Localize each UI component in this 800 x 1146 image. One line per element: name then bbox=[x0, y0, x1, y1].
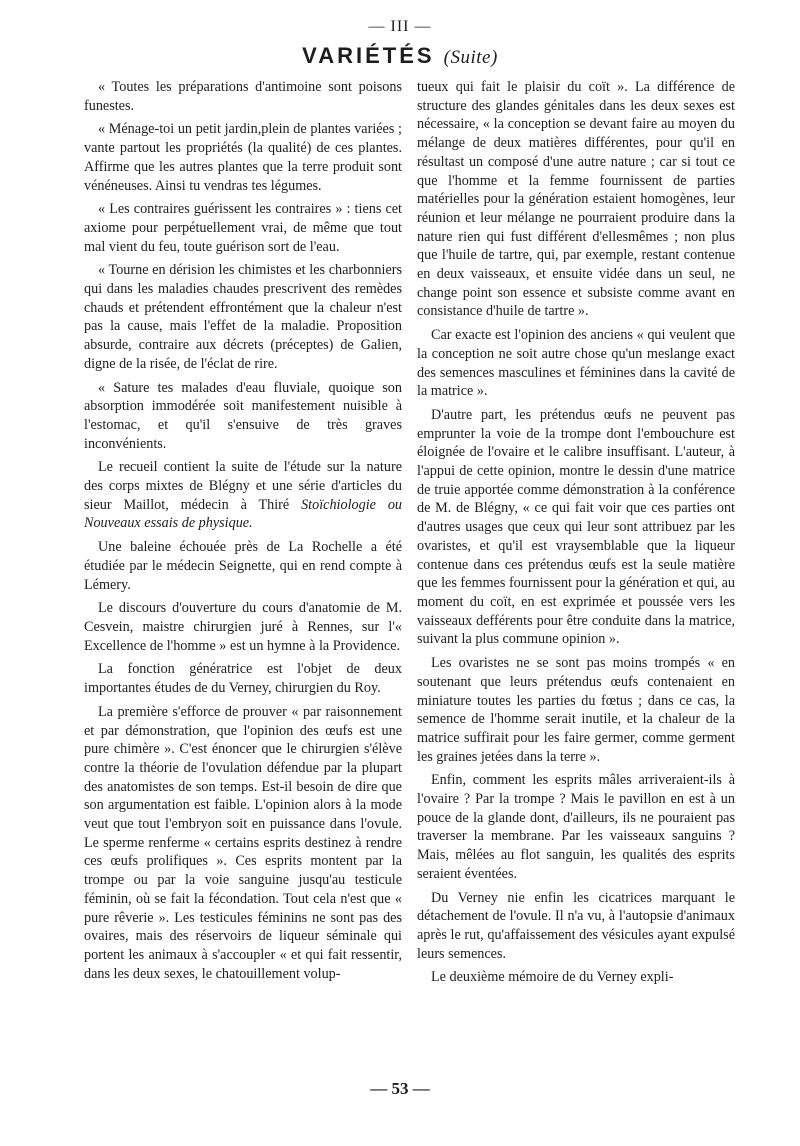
paragraph: « Les contraires guérissent les contraires » : tiens cet axiome pour perpétuellement vrai, de même que tout mal vient du feu, toute guérison sort de l'eau. bbox=[84, 201, 402, 255]
left-column bbox=[84, 78, 402, 988]
paragraph: « Ménage-toi un petit jardin,plein de plantes variées ; vante partout les propriétés (la qualité) de ces plantes. Affirme que les autres plantes que la terre produit sont vénéneuses. Ainsi tu vendras tes légumes. bbox=[84, 121, 402, 194]
paragraph: D'autre part, les prétendus œufs ne peuvent pas emprunter la voie de la trompe dont l'embouchure est éloignée de l'ovaire et le calibre insuffisant. L'auteur, à l'appui de cette opinion, montre le dessin d'une matrice de truie apportée comme démonstration à la conférence de M. de Blégny, « ce qui fait voir que ces parties ont d'autres usages que ceux qui leur sont attribuez par les ovaristes, et qu'il est vraysemblable que la liqueur contenue dans ces prétendus œufs est la seule matière que les femmes fournissent pour la génération et qui, au moment du coït, en est exprimée et poussée vers les vaisseaux defférents pour être conduite dans la matrice, suivant la plus commune opinion ». bbox=[417, 406, 735, 648]
paragraph: Enfin, comment les esprits mâles arriveraient-ils à l'ovaire ? Par la trompe ? Mais le pavillon en est à un pouce de la glande dont, d'ailleurs, ils ne pouraient pas traverser la membrane. Par les vaisseaux sanguins ? Mais, mêlées au flot sanguin, les qualités des esprits seraient éventées. bbox=[417, 772, 735, 882]
heading-subtitle: (Suite) bbox=[443, 47, 498, 68]
paragraph: Une baleine échouée près de La Rochelle a été étudiée par le médecin Seignette, qui en rend compte à Lémery. bbox=[84, 539, 402, 593]
paragraph-text: Le recueil contient la suite de l'étude sur la nature des corps mixtes de Blégny et une série d'articles du sieur Maillot, médecin à Thiré bbox=[84, 459, 402, 513]
section-heading bbox=[0, 43, 800, 69]
heading-title: VARIÉTÉS bbox=[302, 43, 435, 68]
paragraph: tueux qui fait le plaisir du coït ». La différence de structure des glandes génitales dans les deux sexes est nécessaire, « la conception se devant faire au moyen du mélange de deux matières différentes, pour qu'il en résultast un composé d'une autre nature ; car si tout ce que l'homme et la femme fournissent de parties matérielles pour la génération estaient homogènes, leur réunion et leur mélange ne pourraient produire dans la nature rien qui fust différent d'ellesmêmes ; non plus que l'huile de tartre, qui, par exemple, restant contenue en deux vaisseaux, et ensuite vidée dans un seul, ne change point son essence et subsiste comme avant en consistance d'huile de tartre ». bbox=[417, 79, 735, 320]
paragraph: Du Verney nie enfin les cicatrices marquant le détachement de l'ovule. Il n'a vu, à l'autopsie d'animaux après le rut, qu'affaissement des vésicules ayant expulsé leurs semences. bbox=[417, 889, 735, 962]
paragraph: Car exacte est l'opinion des anciens « qui veulent que la conception ne soit autre chose qu'un meslange exact des semences masculines et féminines dans la cavité de la matrice ». bbox=[417, 327, 735, 400]
right-column bbox=[417, 78, 735, 992]
paragraph: « Toutes les préparations d'antimoine sont poisons funestes. bbox=[84, 79, 402, 114]
book-title: Stoïchiologie ou Nouveaux essais de physique. bbox=[84, 496, 403, 532]
paragraph: Le discours d'ouverture du cours d'anatomie de M. Cesvein, maistre chirurgien juré à Rennes, sur l'« Excellence de l'homme » est un hymne à la Providence. bbox=[84, 600, 402, 654]
roman-page-number: — III — bbox=[368, 18, 432, 35]
paragraph: La première s'efforce de prouver « par raisonnement et par démonstration, que l'opinion des œufs est une pure chimère ». C'est énoncer que le chirurgien s'élève contre la théorie de l'ovulation défendue par la plupart des anatomistes de son temps. Est-il besoin de dire que son argumentation est faible. L'opinion alors à la mode veut que tout l'embryon soit en puissance dans l'ovule. Le sperme renferme « certains esprits destinez à rendre ces œufs prolifiques ». Ces esprits montent par la trompe ou par la voie sanguine jusqu'au testicule féminin, où se fait la fécondation. Tout cela n'est que « pure rêverie ». Les testicules féminins ne sont pas des ovaires, mais des réservoirs de liqueur séminale qui portent les animaux à s'accoupler « et qui fait ressentir, dans les deux sexes, le chatouillement volup- bbox=[84, 703, 402, 982]
paragraph: Les ovaristes ne se sont pas moins trompés « en soutenant que leurs prétendus œufs contenaient en miniature toutes les parties du fœtus ; dans ce cas, la semence de l'homme serait inutile, et la chaleur de la matrice suffirait pour les faire germer, comme germent les graines jetées dans la terre ». bbox=[417, 655, 735, 765]
page-number: — 53 — bbox=[370, 1079, 430, 1098]
paragraph bbox=[84, 458, 402, 533]
paragraph: La fonction génératrice est l'objet de deux importantes études de du Verney, chirurgien du Roy. bbox=[84, 661, 402, 697]
paragraph: « Tourne en dérision les chimistes et les charbonniers qui dans les maladies chaudes prescrivent des remèdes chauds et prétendent effrontément que la chaleur n'est pas la cause, mais l'effet de la maladie. Proposition absurde, contraire aux décrets (préceptes) de Galien, digne de la risée, de l'éclat de rire. bbox=[84, 262, 402, 372]
paragraph: Le deuxième mémoire de du Verney expli- bbox=[431, 969, 674, 986]
paragraph: « Sature tes malades d'eau fluviale, quoique son absorption immodérée soit manifestement nuisible à l'estomac, et qu'il s'ensuive de très graves inconvénients. bbox=[84, 379, 402, 452]
